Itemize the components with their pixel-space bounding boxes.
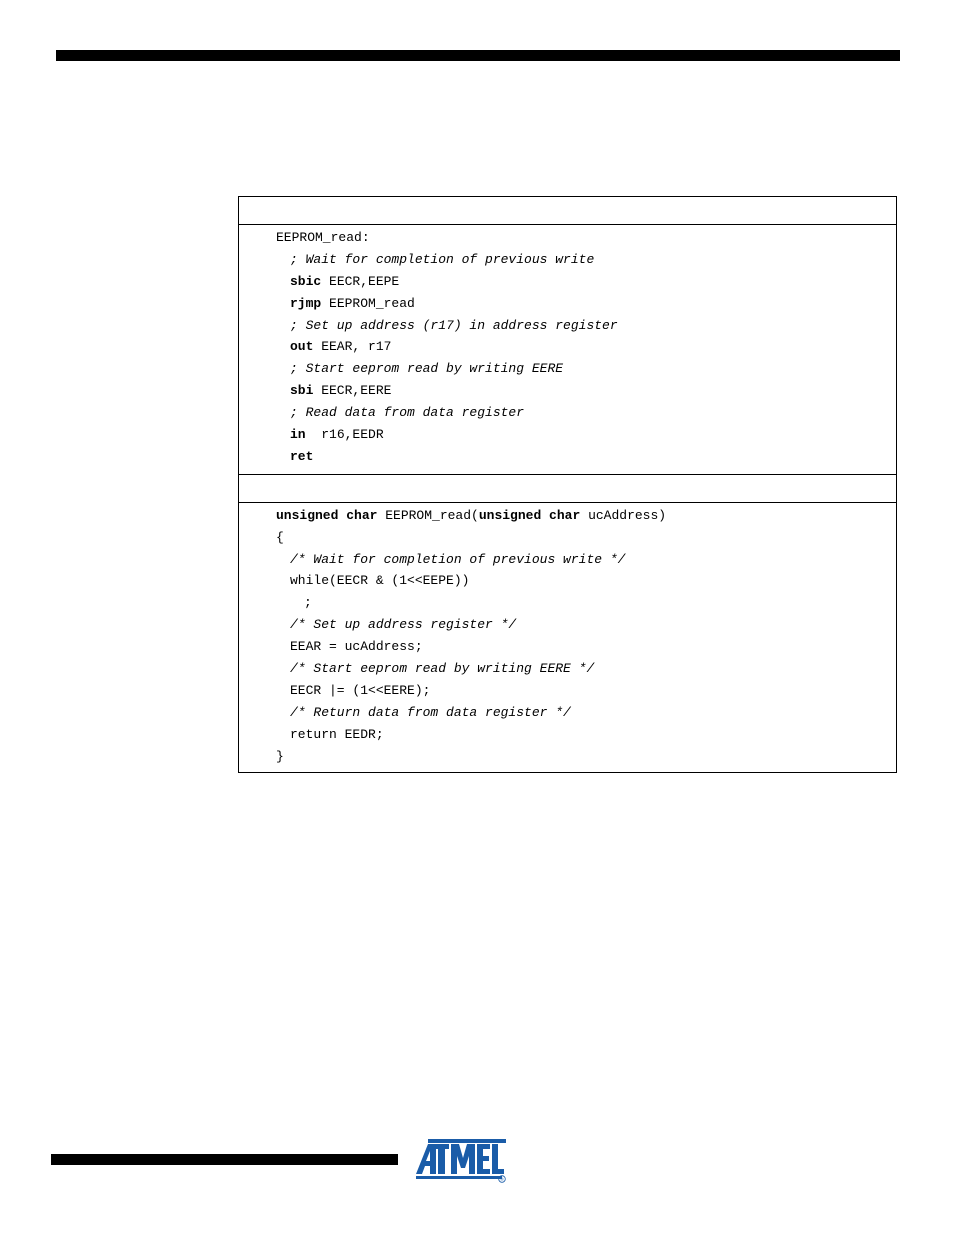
code-text: { <box>276 529 284 545</box>
code-text: EECR,EERE <box>313 383 392 399</box>
asm-code-line <box>239 249 896 271</box>
code-keyword: rjmp <box>290 295 322 311</box>
code-keyword: sbi <box>290 383 314 399</box>
c-code-line <box>239 614 896 636</box>
asm-code-line <box>239 402 896 424</box>
c-code-line <box>239 636 896 658</box>
c-code-line <box>239 658 896 680</box>
asm-code-line <box>239 380 896 402</box>
c-code-header <box>239 474 896 503</box>
code-text: while(EECR & (1<<EEPE)) <box>290 573 470 589</box>
asm-code-header <box>239 197 896 225</box>
c-code-line <box>239 746 896 768</box>
asm-code-line <box>239 271 896 293</box>
asm-code-line <box>239 293 896 315</box>
code-text: ; <box>304 595 312 611</box>
code-comment: ; Start eeprom read by writing EERE <box>290 361 564 377</box>
code-text: EEAR, r17 <box>313 339 392 355</box>
asm-code-line <box>239 227 896 249</box>
code-text: EEPROM_read: <box>276 230 370 245</box>
code-text: EECR,EEPE <box>321 273 400 289</box>
header-rule <box>56 50 900 61</box>
code-comment: /* Set up address register */ <box>290 617 517 633</box>
c-code-line <box>239 570 896 592</box>
code-comment: /* Wait for completion of previous write */ <box>290 551 626 567</box>
c-code-line <box>239 549 896 571</box>
code-text: EEPROM_read <box>321 295 415 311</box>
atmel-logo <box>413 1136 509 1184</box>
asm-code-line <box>239 424 896 446</box>
code-comment: ; Wait for completion of previous write <box>290 251 595 267</box>
c-code-block <box>239 503 896 773</box>
code-keyword: ret <box>290 448 314 464</box>
asm-code-line <box>239 315 896 337</box>
footer-rule <box>51 1154 398 1165</box>
c-code-line <box>239 592 896 614</box>
code-text: return EEDR; <box>290 726 384 742</box>
code-text: EECR |= (1<<EERE); <box>290 682 431 698</box>
code-text: EEAR = ucAddress; <box>290 639 423 655</box>
code-text: ucAddress) <box>580 507 667 523</box>
c-code-line <box>239 527 896 549</box>
c-code-line <box>239 505 896 527</box>
c-code-line <box>239 724 896 746</box>
c-code-line <box>239 680 896 702</box>
code-text: } <box>276 748 284 764</box>
c-code-line <box>239 702 896 724</box>
code-keyword: sbic <box>290 273 322 289</box>
asm-code-line <box>239 446 896 468</box>
registered-mark: ® <box>500 1177 504 1182</box>
code-text: r16,EEDR <box>305 427 384 443</box>
code-keyword: unsigned char <box>478 507 581 523</box>
code-comment: /* Return data from data register */ <box>290 704 571 720</box>
asm-code-line <box>239 358 896 380</box>
asm-code-block <box>239 225 896 474</box>
asm-code-line <box>239 336 896 358</box>
code-comment: ; Read data from data register <box>290 405 525 421</box>
code-text: EEPROM_read( <box>377 507 479 523</box>
code-comment: ; Set up address (r17) in address register <box>290 317 618 333</box>
code-example-table <box>238 196 897 773</box>
code-comment: /* Start eeprom read by writing EERE */ <box>290 661 595 677</box>
code-keyword: out <box>290 339 314 355</box>
code-keyword: unsigned char <box>276 507 378 523</box>
code-keyword: in <box>290 427 306 443</box>
